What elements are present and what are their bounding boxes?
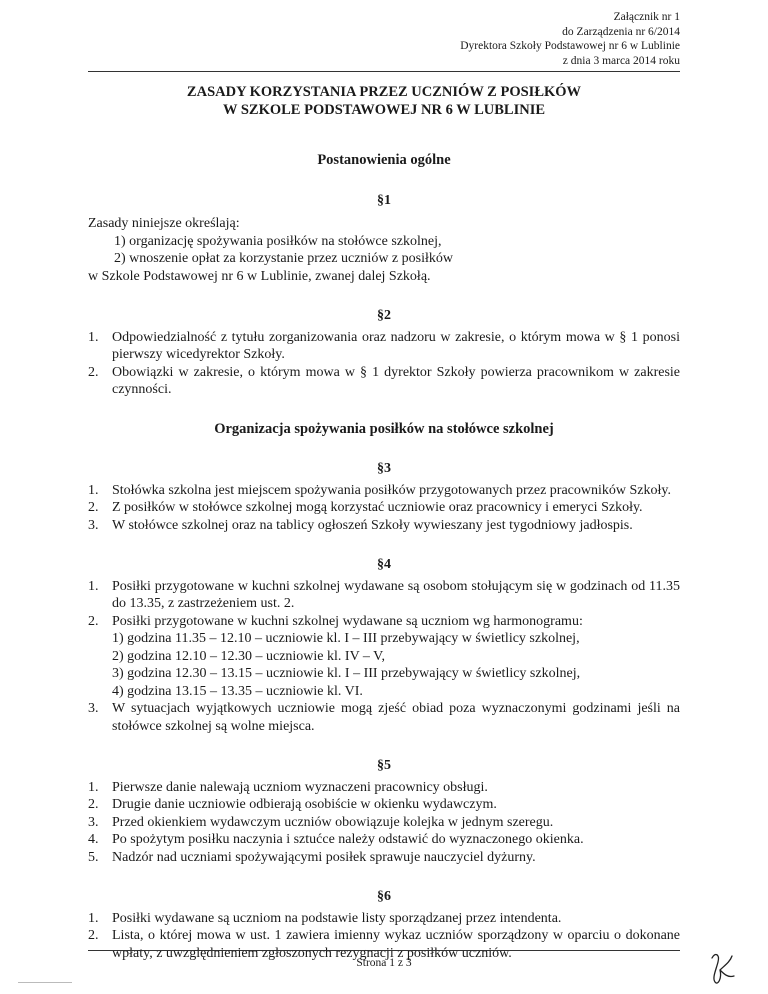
list-item: 2. Obowiązki w zakresie, o którym mowa w § 1 dyrektor Szkoły powierza pracownikom w zakresie czynności. — [88, 364, 680, 397]
header-line-1: Załącznik nr 1 — [613, 11, 680, 23]
footer-divider — [88, 950, 680, 951]
paragraph-1-item-2: 2) wnoszenie opłat za korzystanie przez uczniów z posiłków — [114, 251, 453, 266]
paragraph-4-list — [88, 578, 680, 736]
paragraph-number-6: §6 — [377, 889, 391, 904]
section-heading-general: Postanowienia ogólne — [317, 152, 451, 168]
header-line-3: Dyrektora Szkoły Podstawowej nr 6 w Lublinie — [460, 40, 680, 52]
list-item: 5. Nadzór nad uczniami spożywającymi posiłek sprawuje nauczyciel dyżurny. — [88, 849, 536, 865]
paragraph-number-1: §1 — [377, 192, 391, 208]
schedule-item-3: 3) godzina 12.30 – 13.15 – uczniowie kl. I – III przebywający w świetlicy szkolnej, — [112, 666, 581, 681]
paragraph-number-5: §5 — [377, 758, 391, 773]
paragraph-number-4: §4 — [377, 557, 391, 572]
schedule-item-2: 2) godzina 12.10 – 12.30 – uczniowie kl. IV – V, — [112, 648, 385, 664]
list-item: 2. Drugie danie uczniowie odbierają osobiście w okienku wydawczym. — [88, 797, 497, 812]
list-item: 2. Posiłki przygotowane w kuchni szkolnej wydawane są uczniom wg harmonogramu: 1) godzina 11.35 – 12.10 – uczniowie kl. I – III przebywający w świetlicy szkolnej, 2) godzina 12.10 – 12.30 – uczniowie kl. IV – V, 3) godzina 12.30 – 13.15 – uczniowie kl. I – III przebywający w świetlicy szkolnej, 4) godzina 13.15 – 13.35 – uczniowie kl. VI. — [88, 613, 680, 701]
list-item: 3. W sytuacjach wyjątkowych uczniowie mogą zjeść obiad poza wyznaczonymi godzinami jeśli na stołówce szkolnej są wolne miejsca. — [88, 701, 680, 734]
title-line-2: W SZKOLE PODSTAWOWEJ NR 6 W LUBLINIE — [222, 102, 546, 118]
paragraph-number-2: §2 — [377, 308, 391, 323]
paragraph-1-item-1: 1) organizację spożywania posiłków na stołówce szkolnej, — [114, 233, 442, 249]
paragraph-1-intro: Zasady niniejsze określają: — [88, 216, 240, 231]
header-line-4: z dnia 3 marca 2014 roku — [562, 54, 680, 67]
list-item: 2. Lista, o której mowa w ust. 1 zawiera imienny wykaz uczniów sporządzony w oparciu o dokonane wpłaty, z uwzględnieniem zgłoszonych rezygnacji z posiłków uczniów. — [88, 928, 680, 961]
scan-artifact-line — [18, 982, 72, 983]
attachment-header — [360, 10, 680, 68]
paragraph-2-list — [88, 329, 680, 399]
page-number: Strona 1 z 3 — [356, 957, 412, 969]
schedule-item-1: 1) godzina 11.35 – 12.10 – uczniowie kl. I – III przebywający w świetlicy szkolnej, — [112, 631, 580, 646]
list-item: 1. Stołówka szkolna jest miejscem spożywania posiłków przygotowanych przez pracowników Szkoły. — [88, 482, 671, 498]
document-title — [88, 83, 680, 119]
handwritten-initials-signature — [706, 948, 740, 988]
section-heading-organization: Organizacja spożywania posiłków na stołówce szkolnej — [214, 420, 554, 437]
document-body — [88, 152, 680, 962]
paragraph-number-3: §3 — [377, 461, 391, 476]
list-item: 3. W stołówce szkolnej oraz na tablicy ogłoszeń Szkoły wywieszany jest tygodniowy jadłospis. — [88, 517, 633, 533]
list-item: 1. Posiłki przygotowane w kuchni szkolnej wydawane są osobom stołującym się w godzinach od 11.35 do 13.35, z zastrzeżeniem ust. 2. — [88, 578, 680, 611]
paragraph-6-list — [88, 910, 680, 963]
list-item: 2. Z posiłków w stołówce szkolnej mogą korzystać uczniowie oraz pracownicy i emeryci Szkoły. — [88, 500, 643, 515]
list-item: 3. Przed okienkiem wydawczym uczniów obowiązuje kolejka w jednym szeregu. — [88, 814, 554, 830]
schedule-item-4: 4) godzina 13.15 – 13.35 – uczniowie kl. VI. — [112, 683, 363, 699]
list-item: 1. Odpowiedzialność z tytułu zorganizowania oraz nadzoru w zakresie, o którym mowa w § 1 ponosi pierwszy wicedyrektor Szkoły. — [88, 329, 680, 362]
list-item: 1. Posiłki wydawane są uczniom na podstawie listy sporządzanej przez intendenta. — [88, 910, 562, 926]
paragraph-5-list — [88, 779, 680, 867]
header-divider — [88, 71, 680, 72]
header-line-2: do Zarządzenia nr 6/2014 — [562, 25, 680, 38]
list-item: 4. Po spożytym posiłku naczynia i sztućce należy odstawić do wyznaczonego okienka. — [88, 832, 584, 847]
paragraph-3-list — [88, 482, 680, 535]
title-line-1: ZASADY KORZYSTANIA PRZEZ UCZNIÓW Z POSIŁKÓW — [186, 84, 582, 100]
paragraph-1-outro: w Szkole Podstawowej nr 6 w Lublinie, zwanej dalej Szkołą. — [88, 268, 431, 284]
list-item: 1. Pierwsze danie nalewają uczniom wyznaczeni pracownicy obsługi. — [88, 779, 488, 795]
